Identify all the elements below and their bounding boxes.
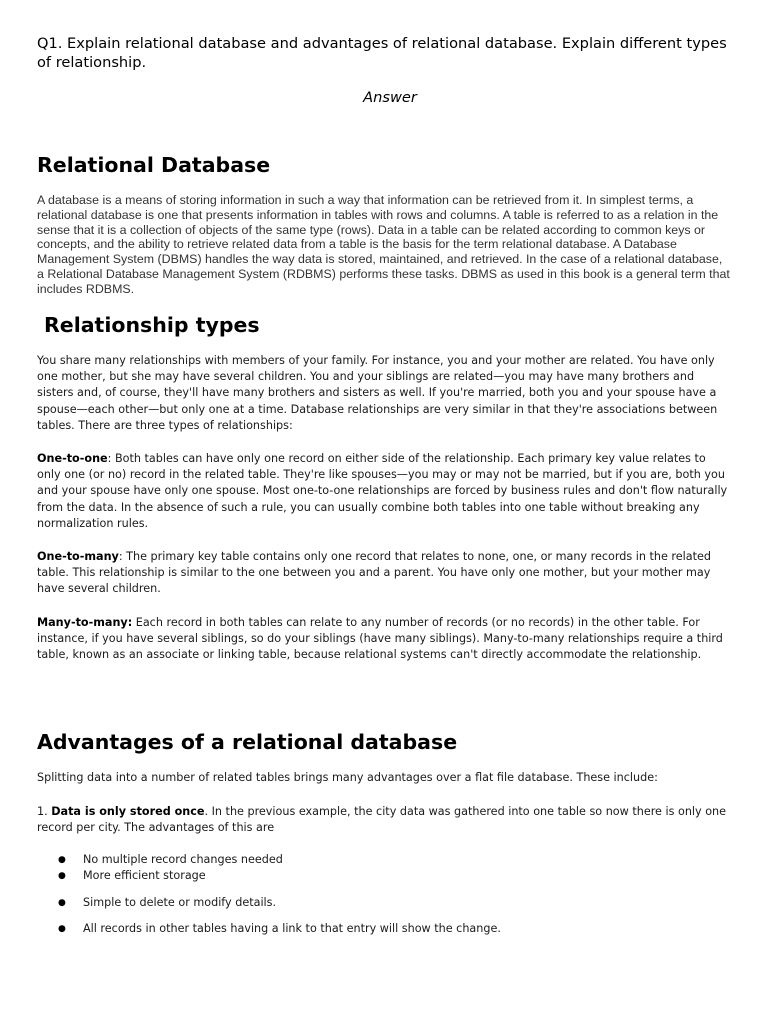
one-to-one-text: : Both tables can have only one record on either side of the relationship. Each primary key value relates to only one (or no) record in the related table. They're like spouses—you may or may not be married, but if you are, both you and your spouse have only one spouse. Most one-to-one relationships are forced by business rules and don't flow naturally from the data. In the absence of such a rule, you can usually combine both tables into one table without breaking any normalization rules. — [37, 452, 728, 530]
advantage-point-1 — [37, 804, 731, 836]
bullet-icon: ● — [58, 855, 66, 865]
list-item-text: More efficient storage — [83, 869, 206, 883]
advantages-list-b — [58, 895, 738, 911]
advantage-point-1-text: . In the previous example, the city data was gathered into one table so now there is only one record per city. The advantages of this are — [37, 805, 727, 835]
list-item-text: No multiple record changes needed — [83, 853, 283, 866]
list-item-text: All records in other tables having a link to that entry will show the change. — [83, 922, 501, 935]
one-to-one-term: One-to-one — [37, 452, 108, 465]
one-to-many-text: : The primary key table contains only one record that relates to none, one, or many records in the related table. This relationship is similar to the one between you and a parent. You have only one mother, but your mother may have several children. — [37, 550, 711, 596]
many-to-many-paragraph — [37, 615, 731, 664]
bullet-icon: ● — [58, 898, 66, 908]
one-to-one-paragraph — [37, 451, 731, 532]
one-to-many-paragraph — [37, 549, 731, 598]
list-item — [58, 868, 738, 884]
advantages-intro-paragraph: Splitting data into a number of related tables brings many advantages over a flat file database. These include: — [37, 771, 658, 784]
relational-database-paragraph: A database is a means of storing information in such a way that information can be retrieved from it. In simplest terms, a relational database is one that presents information in tables with rows and columns. A table is referred to as a relation in the sense that it is a collection of objects of the same type (rows). Data in a table can be related according to common keys or concepts, and the ability to retrieve related data from a table is the basis for the term relational database. A Database Management System (DBMS) handles the way data is stored, maintained, and retrieved. In the case of a relational database, a Relational Database Management System (RDBMS) performs these tasks. DBMS as used in this book is a general term that includes RDBMS. — [37, 193, 730, 296]
many-to-many-text: Each record in both tables can relate to any number of records (or no records) in the other table. For instance, if you have several siblings, so do your siblings (have many siblings). Many-to-many relationships require a third table, known as an associate or linking table, because relational systems can't directly accommodate the relationship. — [37, 616, 723, 662]
heading-advantages: Advantages of a relational database — [37, 730, 458, 754]
list-item — [58, 852, 738, 868]
list-item — [58, 895, 738, 911]
advantages-list-c — [58, 921, 738, 937]
question-text: Q1. Explain relational database and advantages of relational database. Explain different types of relationship. — [37, 35, 727, 71]
many-to-many-term: Many-to-many: — [37, 616, 133, 629]
advantage-point-1-term: Data is only stored once — [51, 805, 205, 818]
heading-relational-database: Relational Database — [37, 153, 271, 177]
answer-label: Answer — [363, 89, 417, 106]
list-item-text: Simple to delete or modify details. — [83, 896, 277, 909]
bullet-icon: ● — [58, 924, 66, 934]
relationship-intro-paragraph: You share many relationships with members of your family. For instance, you and your mother are related. You have only one mother, but she may have several children. You and your siblings are related—you may have many brothers and sisters and, of course, they'll have many brothers and sisters as well. If you're married, both you and your spouse have a spouse—each other—but only one at a time. Database relationships are very similar in that they're associations between tables. There are three types of relationships: — [37, 354, 718, 432]
heading-relationship-types: Relationship types — [44, 313, 260, 337]
list-item — [58, 921, 738, 937]
advantages-list-a — [58, 852, 738, 884]
one-to-many-term: One-to-many — [37, 550, 119, 563]
bullet-icon: ● — [58, 871, 66, 882]
advantage-point-1-number: 1. — [37, 805, 52, 818]
